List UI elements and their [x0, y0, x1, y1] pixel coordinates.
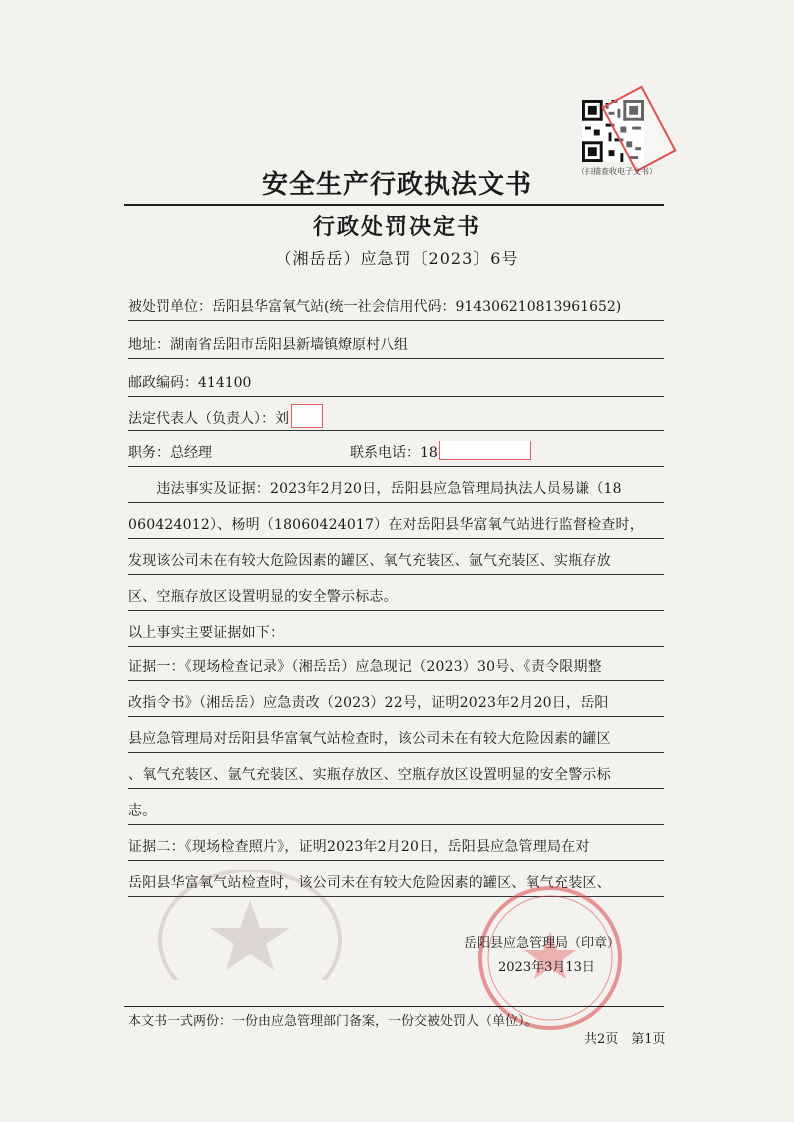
- document-title: 行政处罚决定书: [312, 214, 481, 240]
- body-line: 志。: [128, 798, 664, 825]
- issuing-authority: 岳阳县应急管理局（印章）: [464, 936, 621, 951]
- document-category-title: 安全生产行政执法文书: [261, 170, 532, 200]
- qr-code[interactable]: [582, 100, 644, 162]
- qr-caption: （扫描查收电子文书）: [577, 167, 657, 176]
- header-divider: [124, 204, 664, 206]
- body-line: 证据一：《现场检查记录》（湘岳岳）应急现记（2023）30号、《责令限期整: [128, 654, 664, 681]
- position-label: 职务：: [128, 445, 170, 461]
- legal-representative-label: 法定代表人（负责人）：: [128, 411, 275, 427]
- body-line: 060424012）、杨明（18060424017）在对岳阳县华富氧气站进行监督检查时，: [128, 512, 664, 539]
- faded-seal-watermark: [150, 870, 350, 980]
- qr-code-block: [577, 100, 660, 176]
- postcode-label: 邮政编码：: [128, 375, 198, 391]
- body-line: 改指令书》（湘岳岳）应急责改（2023）22号，证明2023年2月20日，岳阳: [128, 690, 664, 717]
- position-phone-field: [128, 440, 664, 467]
- redaction-box: [291, 404, 323, 428]
- body-line: 、氧气充装区、氩气充装区、实瓶存放区、空瓶存放区设置明显的安全警示标: [128, 762, 664, 789]
- body-line: 县应急管理局对岳阳县华富氧气站检查时，该公司未在有较大危险因素的罐区: [128, 726, 664, 753]
- address-field: [128, 332, 664, 359]
- official-red-seal: [470, 880, 630, 1030]
- body-line: 发现该公司未在有较大危险因素的罐区、氧气充装区、氩气充装区、实瓶存放: [128, 548, 664, 575]
- phone-label: 联系电话：: [350, 445, 420, 461]
- penalized-unit-label: 被处罚单位：: [128, 299, 212, 315]
- penalized-unit-value: 岳阳县华富氧气站(统一社会信用代码：914306210813961652): [212, 299, 622, 315]
- postcode-field: [128, 370, 664, 397]
- legal-representative-value: 刘: [275, 411, 289, 427]
- body-line: 区、空瓶存放区设置明显的安全警示标志。: [128, 584, 664, 611]
- postcode-value: 414100: [198, 375, 252, 391]
- body-line: 证据二：《现场检查照片》，证明2023年2月20日，岳阳县应急管理局在对: [128, 834, 664, 861]
- penalized-unit-field: [128, 294, 664, 321]
- legal-representative-field: [128, 404, 664, 431]
- body-line: 以上事实主要证据如下：: [128, 620, 664, 647]
- page-count: 共2页 第1页: [584, 1032, 666, 1047]
- address-label: 地址：: [128, 337, 170, 353]
- footer-note: 本文书一式两份：一份由应急管理部门备案，一份交被处罚人（单位）。: [128, 1014, 538, 1029]
- body-line: 岳阳县华富氧气站检查时，该公司未在有较大危险因素的罐区、氧气充装区、: [128, 870, 664, 897]
- phone-value: 18: [420, 445, 438, 461]
- position-value: 总经理: [170, 445, 212, 461]
- issue-date: 2023年3月13日: [498, 960, 595, 975]
- footer-divider: [124, 1006, 664, 1007]
- redaction-box: [439, 441, 531, 460]
- address-value: 湖南省岳阳市岳阳县新墙镇燎原村八组: [170, 337, 408, 353]
- document-number: （湘岳岳）应急罚〔2023〕6号: [275, 249, 519, 268]
- body-line: 违法事实及证据：2023年2月20日，岳阳县应急管理局执法人员易谦（18: [128, 476, 664, 503]
